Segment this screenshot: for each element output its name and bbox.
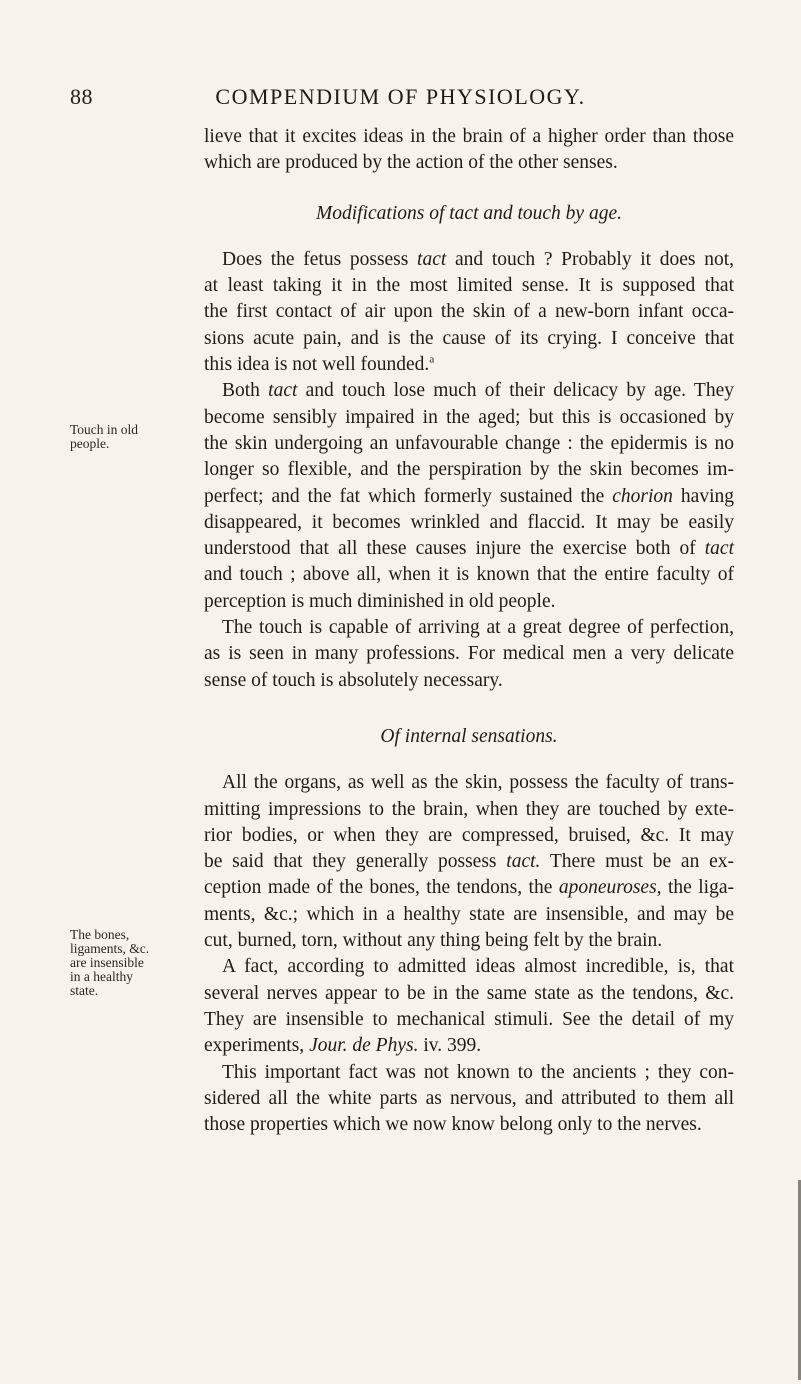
- intro-paragraph: [204, 124, 734, 177]
- text-line: longer so flexible, and the perspiration by the skin becomes im-: [204, 459, 734, 481]
- text-line: cut, burned, torn, without any thing being felt by the brain.: [204, 930, 663, 952]
- footnote-marker: a: [429, 353, 435, 366]
- marginal-note-touch-old-people: [70, 423, 200, 451]
- text-line: as is seen in many professions. For medical men a very delicate: [204, 643, 734, 665]
- paragraph-ancients: [204, 1060, 734, 1139]
- marginal-note-line: people.: [70, 436, 110, 451]
- paragraph-nerves-fact: [204, 954, 734, 1059]
- text-line: mitting impressions to the brain, when they are touched by exte-: [204, 798, 734, 820]
- marginal-note-line: Touch in old: [70, 422, 139, 437]
- emphasis: tact: [704, 538, 734, 560]
- text-line: perfect; and the fat which formerly sustained the chorion having: [204, 485, 734, 507]
- marginal-note-bones-ligaments: [70, 928, 200, 998]
- running-title: COMPENDIUM OF PHYSIOLOGY.: [215, 84, 586, 109]
- text-line: A fact, according to admitted ideas almost incredible, is, that: [222, 956, 734, 978]
- text-line: sions acute pain, and is the cause of its crying. I conceive that: [204, 327, 734, 349]
- text-line: understood that all these causes injure the exercise both of tact: [204, 538, 734, 560]
- marginal-note-line: in a healthy: [70, 969, 133, 984]
- text-line: All the organs, as well as the skin, possess the faculty of trans-: [222, 772, 734, 794]
- text-line: ception made of the bones, the tendons, the aponeuroses, the liga-: [204, 877, 734, 899]
- text-line: experiments, Jour. de Phys. iv. 399.: [204, 1035, 482, 1057]
- section-heading-internal-sensations: Of internal sensations.: [380, 725, 558, 747]
- text-line: ments, &c.; which in a healthy state are insensible, and may be: [204, 903, 734, 925]
- text-line: become sensibly impaired in the aged; but this is occasioned by: [204, 406, 734, 428]
- text-line: sidered all the white parts as nervous, and attributed to them all: [204, 1087, 734, 1109]
- text-line: those properties which we now know belong only to the nerves.: [204, 1114, 702, 1136]
- emphasis: tact.: [506, 851, 541, 873]
- section-heading-modifications: Modifications of tact and touch by age.: [316, 202, 622, 224]
- marginal-note-line: The bones,: [70, 927, 130, 942]
- text-line: which are produced by the action of the other senses.: [204, 152, 618, 174]
- marginal-note-line: state.: [70, 983, 99, 998]
- text-line: Does the fetus possess tact and touch ? Probably it does not,: [222, 248, 734, 270]
- text-line: sense of touch is absolutely necessary.: [204, 669, 503, 691]
- paragraph-touch-perfection: [204, 615, 734, 694]
- marginal-note-line: ligaments, &c.: [70, 941, 150, 956]
- emphasis: tact: [417, 248, 447, 270]
- emphasis: aponeuroses,: [558, 877, 662, 899]
- body-text: [204, 124, 734, 1138]
- text-line: at least taking it in the most limited sense. It is supposed that: [204, 275, 734, 297]
- running-head: [0, 84, 801, 114]
- paragraph-touch-age: [204, 378, 734, 615]
- paragraph-organs: [204, 770, 734, 954]
- text-line: the skin undergoing an unfavourable change : the epidermis is no: [204, 432, 734, 454]
- text-line: perception is much diminished in old people.: [204, 590, 556, 612]
- text-line: rior bodies, or when they are compressed, bruised, &c. It may: [204, 824, 734, 846]
- text-line: the first contact of air upon the skin of a new-born infant occa-: [204, 301, 734, 323]
- page-number: 88: [70, 84, 93, 109]
- text-line: several nerves appear to be in the same state as the tendons, &c.: [204, 982, 734, 1004]
- text-line: This important fact was not known to the ancients ; they con-: [222, 1061, 734, 1083]
- text-line: and touch ; above all, when it is known that the entire faculty of: [204, 564, 734, 586]
- text-line: lieve that it excites ideas in the brain of a higher order than those: [204, 126, 734, 147]
- text-line: be said that they generally possess tact. There must be an ex-: [204, 851, 735, 873]
- paragraph-fetus: [204, 247, 734, 378]
- text-line: this idea is not well founded.$^a$: [204, 353, 435, 376]
- emphasis: chorion: [612, 485, 673, 507]
- journal-citation: Jour. de Phys.: [309, 1035, 419, 1057]
- text-line: The touch is capable of arriving at a great degree of perfection,: [222, 617, 734, 639]
- text-line: Both tact and touch lose much of their delicacy by age. They: [222, 380, 734, 402]
- emphasis: tact: [268, 380, 298, 402]
- text-line: disappeared, it becomes wrinkled and flaccid. It may be easily: [204, 511, 734, 533]
- text-line: They are insensible to mechanical stimuli. See the detail of my: [204, 1008, 734, 1030]
- marginal-note-line: are insensible: [70, 955, 144, 970]
